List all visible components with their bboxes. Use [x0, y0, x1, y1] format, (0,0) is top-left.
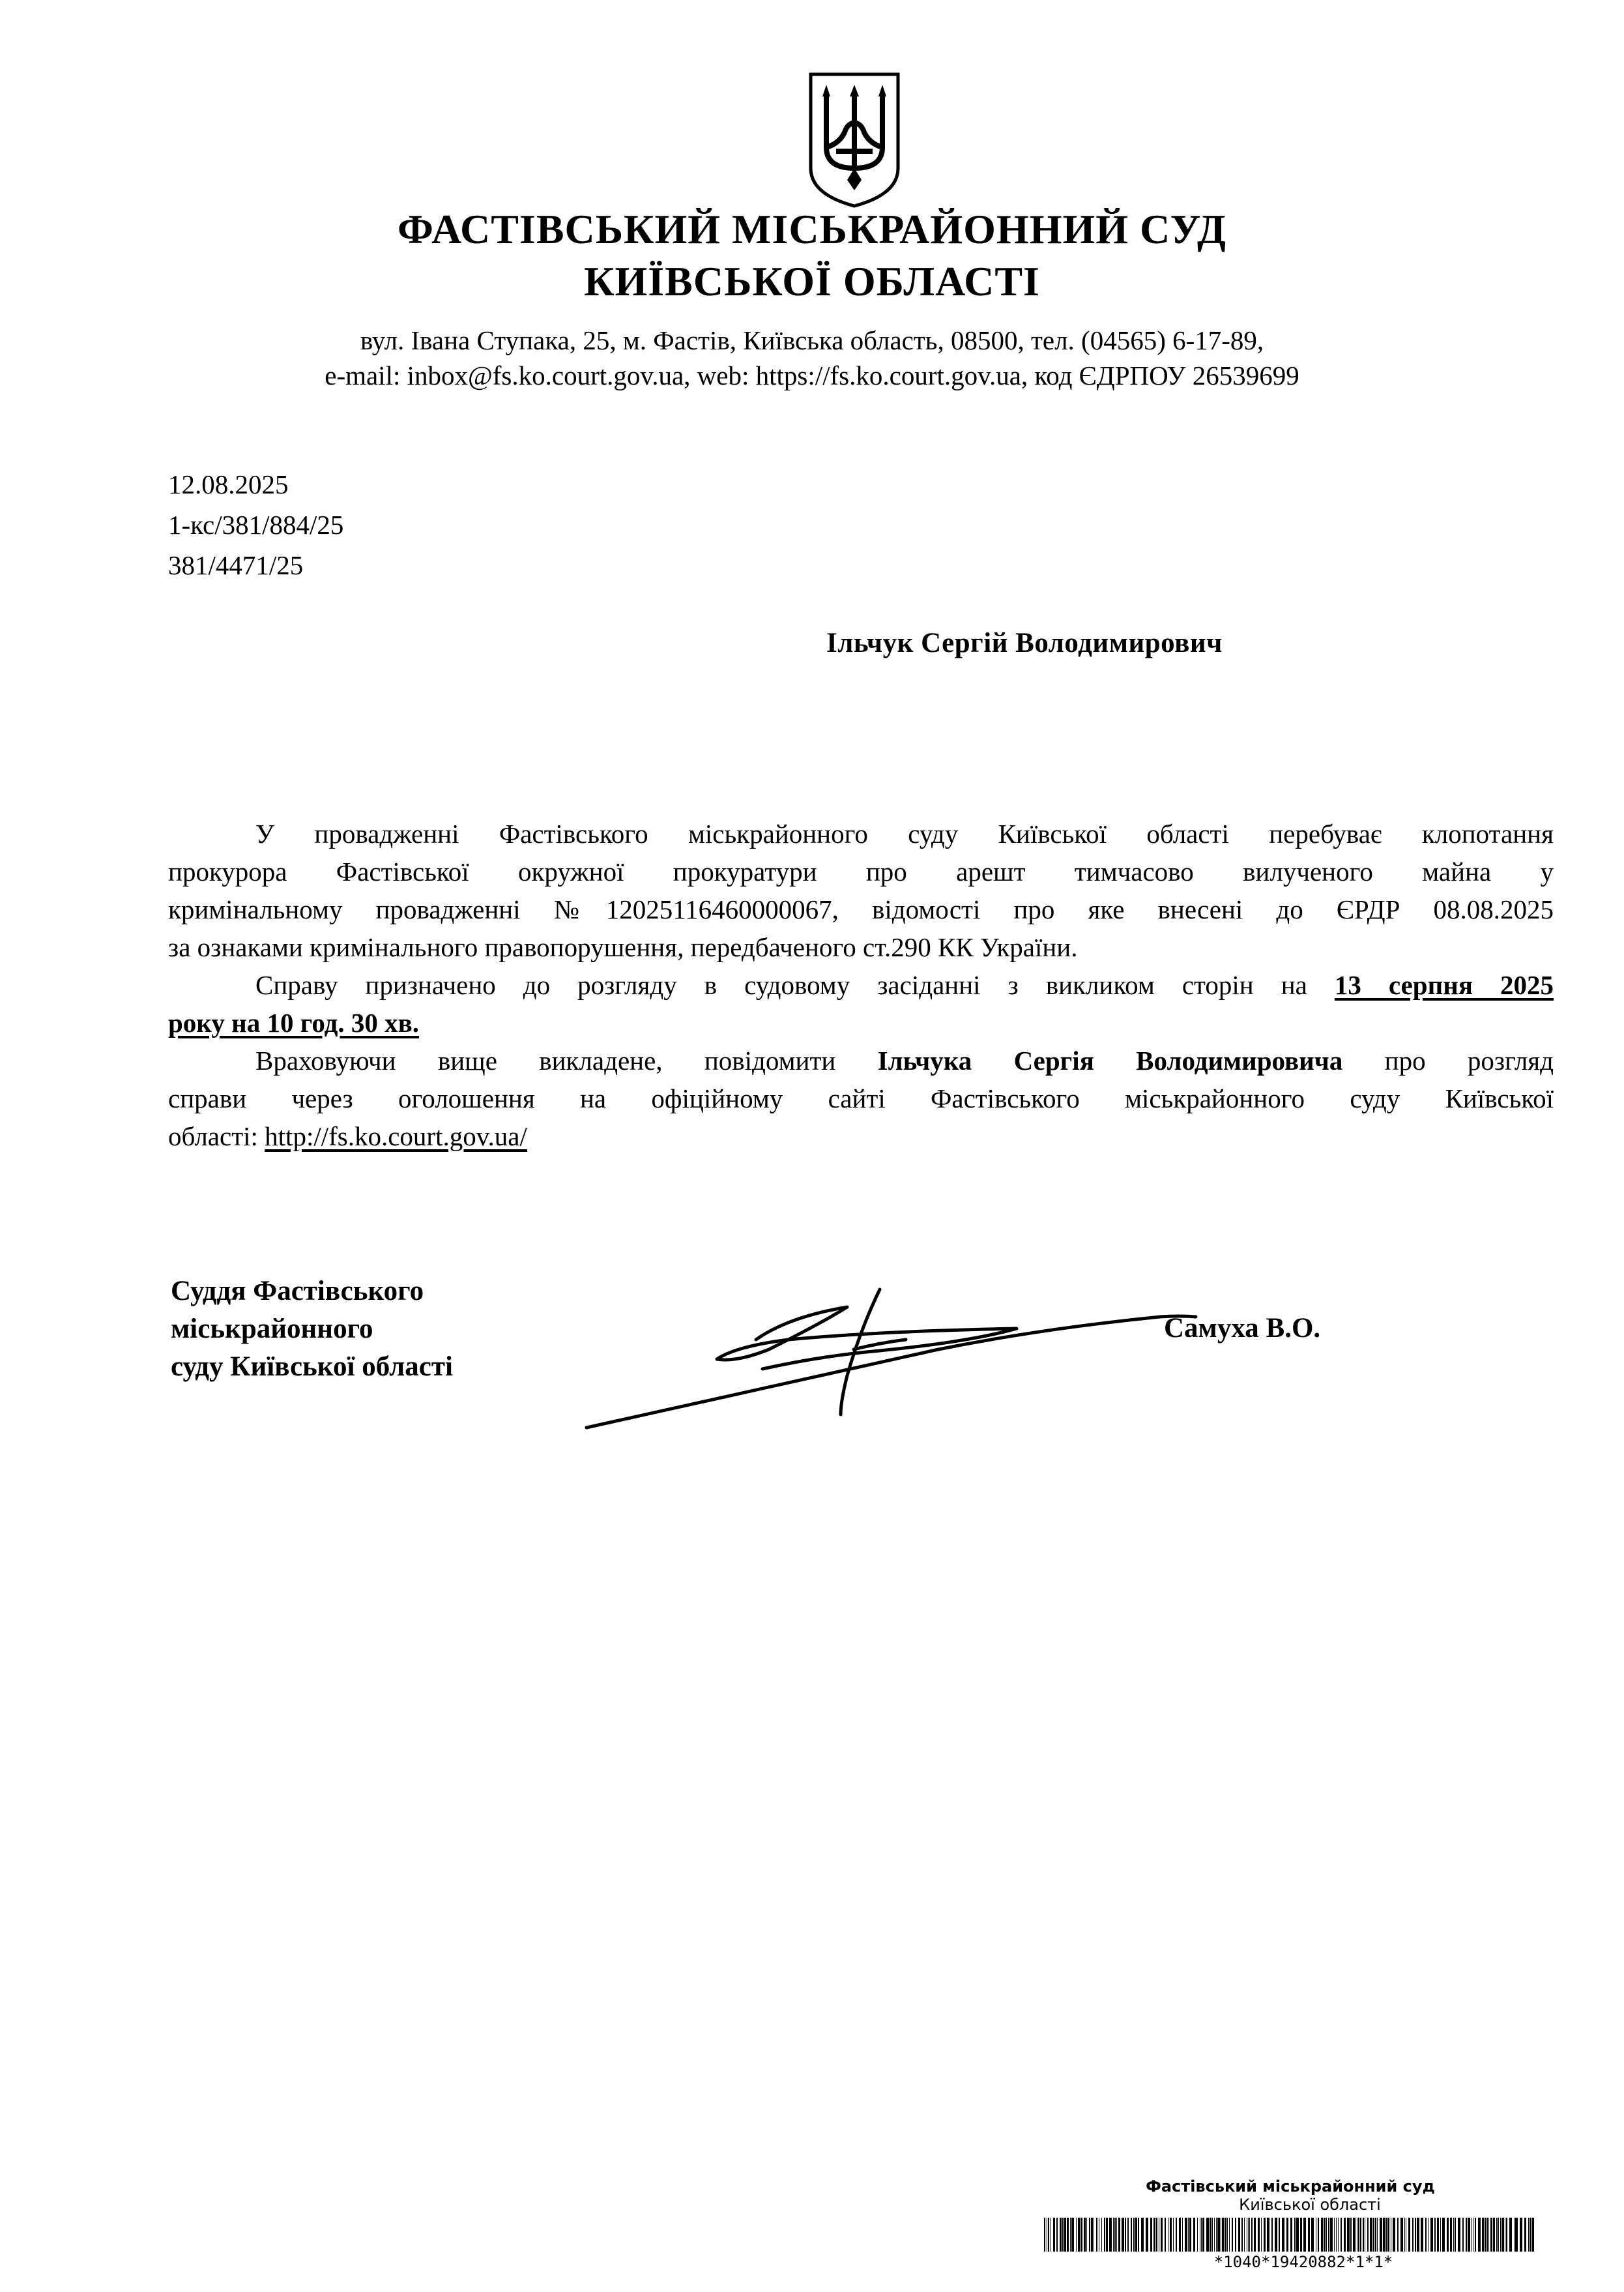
barcode [1043, 2218, 1538, 2252]
paragraph-1-line-2: прокурора Фастівської окружної прокуратури про арешт тимчасово вилученого майна у [168, 857, 1554, 887]
court-address: вул. Івана Ступака, 25, м. Фастів, Київська область, 08500, тел. (04565) 6-17-89, [360, 325, 1264, 355]
paragraph-2-line-1: Справу призначено до розгляду в судовому засіданні з викликом сторін на 13 серпня 2025 [255, 970, 1554, 1000]
paragraph-1-line-4: за ознаками кримінального правопорушення, передбаченого ст.290 КК України. [168, 932, 1078, 962]
court-name-line-1: ФАСТІВСЬКИЙ МІСЬКРАЙОННИЙ СУД [398, 206, 1226, 252]
judge-name: Самуха В.О. [1164, 1313, 1321, 1344]
paragraph-2-line-2 [168, 1004, 1554, 1042]
hearing-time: року на 10 год. 30 хв. [168, 1008, 420, 1038]
notified-person-name: Ільчука Сергія Володимировича [877, 1046, 1343, 1076]
handwritten-signature [573, 1278, 1199, 1441]
case-number: 1-кс/381/884/25 [168, 510, 344, 540]
court-contacts: e-mail: inbox@fs.ko.court.gov.ua, web: https://fs.ko.court.gov.ua, код ЄДРПОУ 26539699 [325, 360, 1299, 390]
paragraph-3-line-2: справи через оголошення на офіційному сайті Фастівського міськрайонного суду Київської [168, 1083, 1554, 1113]
paragraph-3-line-3: області: http://fs.ko.court.gov.ua/ [168, 1121, 527, 1151]
court-name-line-2: КИЇВСЬКОЇ ОБЛАСТІ [584, 258, 1040, 304]
barcode-number: *1040*19420882*1*1* [1213, 2253, 1393, 2271]
stamp-region: Київської області [1239, 2196, 1381, 2214]
proceeding-number: 381/4471/25 [168, 550, 304, 580]
judge-title: Суддя Фастівського міськрайонного суду Київської області [171, 1276, 453, 1382]
paragraph-3-line-1: Враховуючи вище викладене, повідомити Ільчука Сергія Володимировича про розгляд [255, 1046, 1554, 1076]
registration-stamp [1043, 2177, 1538, 2271]
stamp-court-name: Фастівський міськрайонний суд [1146, 2177, 1435, 2196]
letter-date: 12.08.2025 [168, 469, 289, 499]
hearing-date: 13 серпня 2025 [1334, 970, 1554, 1000]
paragraph-1-line-3: кримінальному провадженні №12025116460000067, відомості про яке внесені до ЄРДР 08.08.2025 [168, 894, 1554, 924]
addressee-name: Ільчук Сергій Володимирович [826, 628, 1223, 658]
court-website-link[interactable]: http://fs.ko.court.gov.ua/ [265, 1121, 527, 1151]
notice-body [168, 815, 1554, 1155]
paragraph-1-line-1: У провадженні Фастівського міськрайонного суду Київської області перебуває клопотання [255, 819, 1554, 849]
trident-coat-of-arms-icon [807, 70, 902, 210]
